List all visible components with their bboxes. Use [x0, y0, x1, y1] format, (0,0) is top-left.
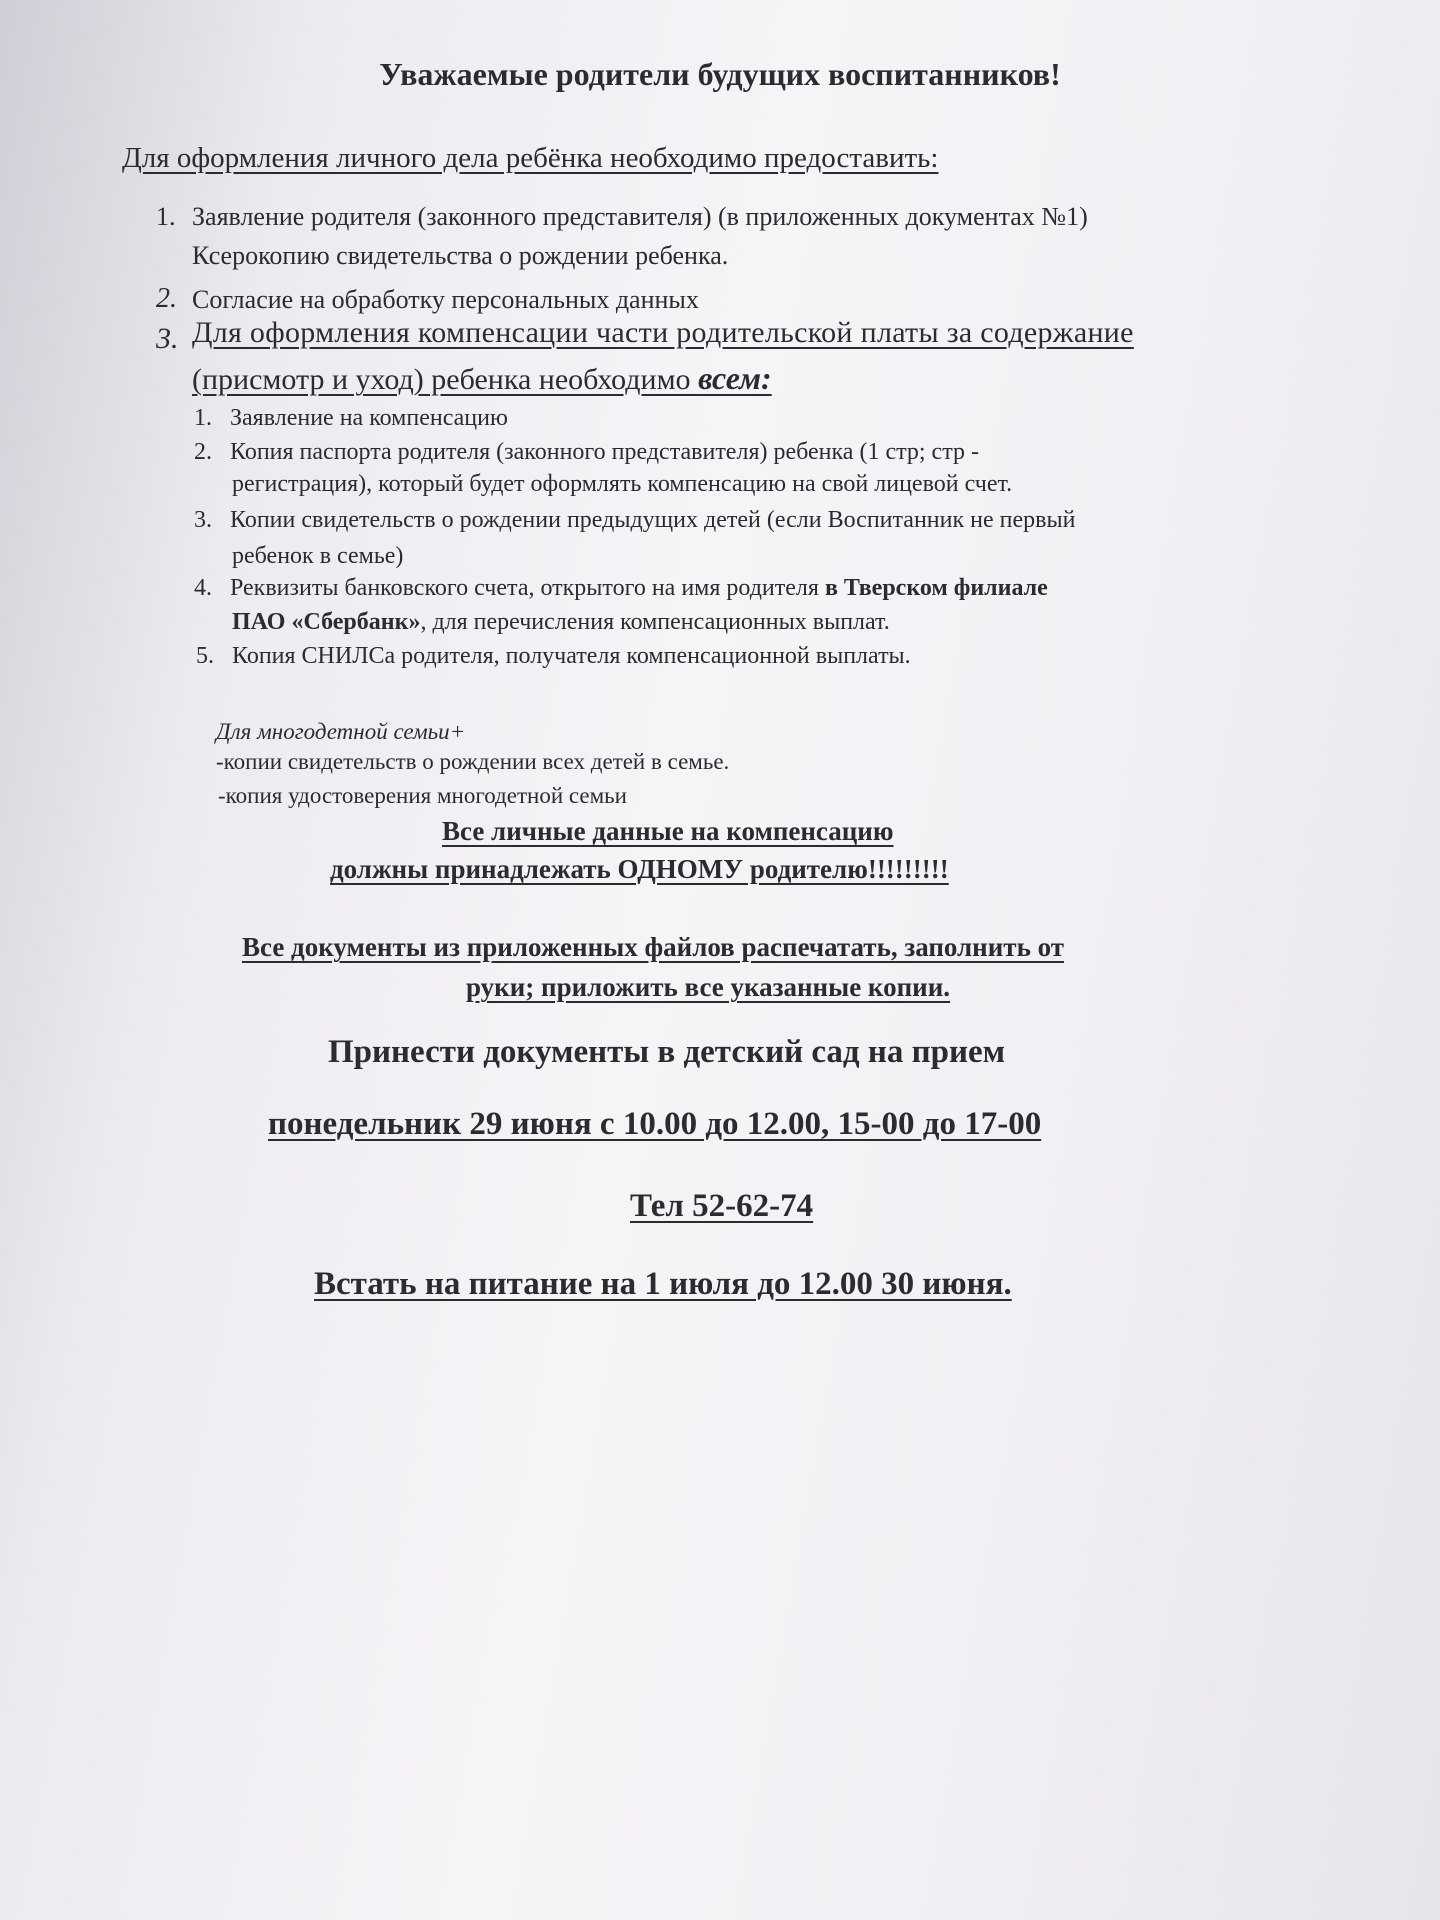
sub-item-4-bank-branch: в Тверском филиале [824, 575, 1048, 601]
sub-item-5-line1: Копия СНИЛСа родителя, получателя компенсационной выплаты. [232, 643, 911, 669]
large-family-line2: -копия удостоверения многодетной семьи [218, 783, 627, 808]
sub-item-4-bank-name: ПАО «Сбербанк» [232, 609, 421, 635]
notice-personal-data-line1: Все личные данные на компенсацию [442, 816, 894, 846]
main-item-3-line2-text: (присмотр и уход) ребенка необходимо [192, 363, 699, 396]
sub-item-1-line1: Заявление на компенсацию [230, 405, 508, 431]
main-item-3-line2 [192, 362, 772, 395]
notice-print-docs-line1: Все документы из приложенных файлов распечатать, заполнить от [242, 932, 1064, 962]
page-title: Уважаемые родители будущих воспитанников! [379, 56, 1061, 92]
main-item-1-number: 1. [156, 202, 176, 231]
sub-item-3-line2: ребенок в семье) [232, 543, 404, 569]
sub-item-4-number: 4. [194, 575, 212, 601]
notice-personal-data-line2: должны принадлежать ОДНОМУ родителю!!!!!!!!! [330, 854, 949, 884]
meals-registration: Встать на питание на 1 июля до 12.00 30 июня. [314, 1266, 1012, 1302]
large-family-line1: -копии свидетельств о рождении всех детей в семье. [216, 749, 730, 774]
sub-item-3-number: 3. [194, 507, 212, 533]
sub-item-1-number: 1. [194, 405, 212, 431]
phone-number: Тел 52-62-74 [630, 1188, 814, 1224]
notice-print-docs-line2: руки; приложить все указанные копии. [466, 972, 951, 1002]
large-family-heading: Для многодетной семьи+ [216, 719, 466, 744]
sub-item-4-line1 [230, 576, 1048, 600]
sub-item-2-number: 2. [194, 439, 212, 465]
main-item-2-line1: Согласие на обработку персональных данных [192, 285, 699, 314]
bring-documents: Принести документы в детский сад на прием [328, 1034, 1006, 1070]
main-item-2-number: 2. [156, 283, 177, 314]
sub-item-3-line1: Копии свидетельств о рождении предыдущих детей (если Воспитанник не первый [230, 507, 1076, 533]
subtitle: Для оформления личного дела ребёнка необходимо предоставить: [122, 142, 939, 174]
sub-item-2-line1: Копия паспорта родителя (законного представителя) ребенка (1 стр; стр - [230, 439, 979, 465]
sub-item-5-number: 5. [196, 643, 214, 669]
sub-item-4-line2-text: , для перечисления компенсационных выплат. [420, 609, 890, 635]
reception-schedule: понедельник 29 июня с 10.00 до 12.00, 15-00 до 17-00 [268, 1106, 1042, 1142]
sub-item-4-line1-text: Реквизиты банковского счета, открытого на имя родителя [230, 575, 825, 601]
sub-item-2-line2: регистрация), который будет оформлять компенсацию на свой лицевой счет. [232, 471, 1013, 497]
main-item-3-line1: Для оформления компенсации части родительской платы за содержание [192, 316, 1134, 349]
main-item-1-line1: Заявление родителя (законного представителя) (в приложенных документах №1) [192, 202, 1088, 231]
sub-item-4-line2 [232, 610, 890, 634]
main-item-3-emphasis: всем: [698, 360, 772, 396]
main-item-3-number: 3. [156, 322, 179, 355]
main-item-1-line2: Ксерокопию свидетельства о рождении ребенка. [192, 241, 729, 270]
